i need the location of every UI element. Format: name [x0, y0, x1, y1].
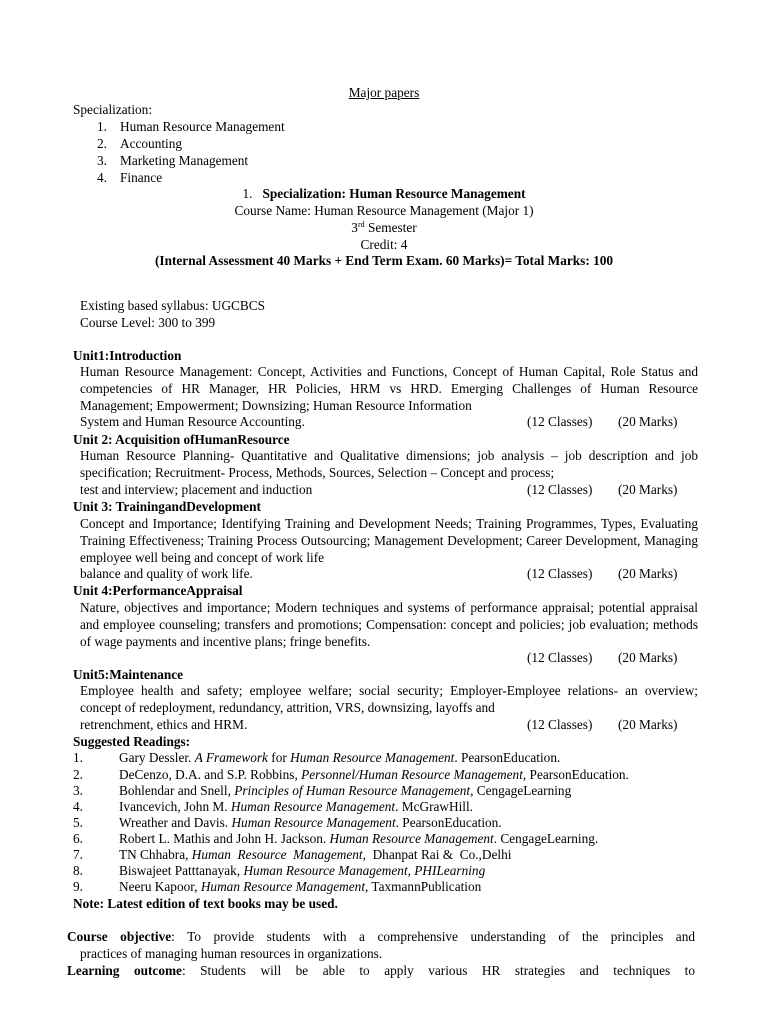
list-item: 1. Human Resource Management — [97, 119, 285, 134]
syllabus-basis: Existing based syllabus: UGCBCS — [80, 298, 266, 313]
course-name: Course Name: Human Resource Management (Major 1) — [234, 203, 534, 218]
unit-footer: test and interview; placement and induction (12 Classes) (20 Marks) — [80, 482, 678, 497]
list-item: 4. Finance — [97, 170, 163, 185]
unit-body: Human Resource Management: Concept, Activities and Functions, Concept of Human Capital, Role Status and competencies of HR Manager, HR Policies, HRM vs HRD. Emerging Challenges of Human Resource Management; Empowerment; Downsizing; Human Resource Information — [80, 364, 698, 413]
course-objective-cont: practices of managing human resources in organizations. — [80, 946, 383, 961]
unit-title: Unit 4:PerformanceAppraisal — [73, 583, 243, 598]
unit-body: Employee health and safety; employee welfare; social security; Employer-Employee relations- an overview; concept of redeployment, redundancy, attrition, VRS, downsizing, layoffs and — [80, 683, 698, 715]
unit-title: Unit 2: Acquisition ofHumanResource — [73, 432, 290, 447]
unit-body: Concept and Importance; Identifying Training and Development Needs; Training Programmes, Types, Evaluating Training Effectiveness; Training Process Outsourcing; Management Development; Career Development, Managing employee well being and concept of work life — [80, 516, 698, 565]
credit: Credit: 4 — [360, 237, 408, 252]
paper-heading: 1. Specialization: Human Resource Management — [242, 186, 526, 201]
course-level: Course Level: 300 to 399 — [80, 315, 216, 330]
unit-footer: (12 Classes) (20 Marks) — [527, 650, 678, 665]
unit-body: Nature, objectives and importance; Modern techniques and systems of performance appraisal; potential appraisal and employee counseling; transfers and promotions; Compensation: concept and policies; job evaluation; methods of wage payments and incentive plans; fringe benefits. — [80, 600, 698, 649]
readings-heading: Suggested Readings: — [73, 734, 191, 749]
course-objective: Course objective: To provide students with a comprehensive understanding of the principles and — [67, 929, 695, 944]
unit-footer: System and Human Resource Accounting. (12 Classes) (20 Marks) — [80, 414, 678, 429]
unit-title: Unit1:Introduction — [73, 348, 182, 363]
unit-footer: retrenchment, ethics and HRM. (12 Classes) (20 Marks) — [80, 717, 678, 732]
learning-outcome: Learning outcome: Students will be able to apply various HR strategies and techniques to — [67, 963, 696, 978]
unit-footer: balance and quality of work life. (12 Classes) (20 Marks) — [80, 566, 678, 581]
unit-title: Unit 3: TrainingandDevelopment — [73, 499, 261, 514]
list-item: 2. Accounting — [97, 136, 183, 151]
semester: 3rd Semester — [351, 220, 417, 235]
marks-summary: (Internal Assessment 40 Marks + End Term Exam. 60 Marks)= Total Marks: 100 — [154, 253, 614, 268]
unit-body: Human Resource Planning- Quantitative and Qualitative dimensions; job analysis – job description and job specification; Recruitment- Process, Methods, Sources, Selection – Concept and process; — [80, 448, 698, 480]
unit-title: Unit5:Maintenance — [73, 667, 184, 682]
specialization-label: Specialization: — [73, 102, 153, 117]
list-item: 3. Marketing Management — [97, 153, 249, 168]
note: Note: Latest edition of text books may be used. — [73, 896, 338, 911]
page-title: Major papers — [348, 85, 420, 100]
